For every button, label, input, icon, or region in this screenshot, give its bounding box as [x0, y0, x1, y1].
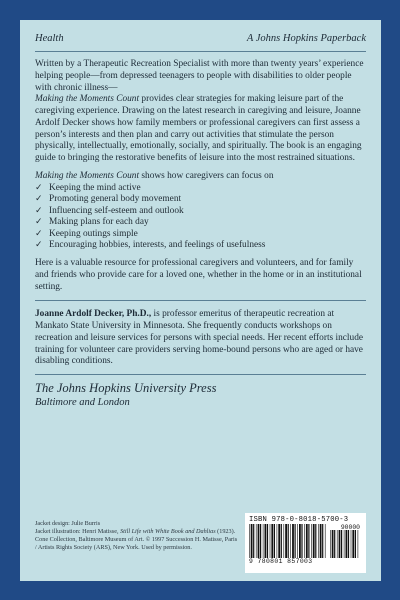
intro-paragraph [35, 59, 366, 165]
check-icon: ✓ [35, 228, 43, 239]
focus-list [35, 183, 366, 253]
list-item [35, 240, 366, 252]
check-icon: ✓ [35, 240, 43, 251]
barcode-bars-icon [249, 524, 327, 558]
list-item [35, 217, 366, 229]
list-item-text: Keeping outings simple [49, 228, 138, 239]
list-item-text: Keeping the mind active [49, 182, 141, 193]
focus-lead-text: shows how caregivers can focus on [139, 170, 274, 181]
list-item [35, 229, 366, 241]
price-barcode-icon [330, 530, 360, 558]
list-item [35, 183, 366, 195]
check-icon: ✓ [35, 217, 43, 228]
credit-illustration [35, 528, 240, 552]
header-bar [35, 20, 366, 45]
focus-book-title: Making the Moments Count [35, 170, 140, 181]
barcode-box [245, 513, 366, 573]
author-bio-text: is professor emeritus of therapeutic recreation at Mankato State University in Minnesota. She frequently conducts workshops on recreation and leisure services for persons with special needs. Her recent efforts include training for volunteer care providers serving home-bound persons who are aged or have disabling conditions. [35, 309, 364, 367]
list-item-text: Making plans for each day [49, 217, 149, 228]
series-label: A Johns Hopkins Paperback [246, 33, 366, 44]
category-label: Health [35, 33, 64, 44]
check-icon: ✓ [35, 205, 43, 216]
list-item [35, 206, 366, 218]
list-item-text: Encouraging hobbies, interests, and feelings of usefulness [49, 240, 266, 251]
publisher-name: The Johns Hopkins University Press [35, 381, 217, 396]
divider-top [35, 51, 366, 52]
barcode-digits: 9 780801 857003 [249, 558, 313, 565]
intro-text-1: Written by a Therapeutic Recreation Specialist with more than twenty years’ experience helping people—from depressed teenagers to people with disabilities to older people with chronic illness— [35, 59, 364, 93]
text-panel [20, 20, 381, 581]
list-item-text: Influencing self-esteem and outlook [49, 205, 184, 216]
isbn-text: ISBN 978-0-8018-5700-3 [249, 516, 349, 524]
credit-illus-lead: Jacket illustration: Henri Matisse, [35, 528, 121, 536]
author-bio [35, 309, 366, 368]
publisher-city: Baltimore and London [35, 397, 130, 409]
author-name: Joanne Ardolf Decker, Ph.D., [35, 309, 152, 320]
check-icon: ✓ [35, 182, 43, 193]
credit-design: Jacket design: Julie Burris [35, 520, 101, 527]
credit-illus-title: Still Life with White Book and Dahlias [120, 528, 216, 536]
divider-bottom [35, 374, 366, 375]
intro-text-2: provides clear strategies for making leisure part of the caregiving experience. Drawing on the latest research in caregiving and leisure, Joanne Ardolf Decker shows how family members or professional caregivers can first assess a person’s interests and then plan and carry out activities that stimulate the person physically, intellectually, emotionally, socially, and spiritually. The book is an engaging guide to bringing the restorative benefits of leisure into the most restrained situations. [35, 94, 362, 163]
list-item [35, 194, 366, 206]
price-code: 90000 [340, 524, 360, 531]
divider-middle [35, 300, 366, 301]
intro-book-title: Making the Moments Count [35, 94, 140, 105]
focus-lead [35, 171, 366, 183]
credit-illus-rest: (1923). Cone Collection, Baltimore Museum of Art. © 1997 Succession H. Matisse, Paris / Artists Rights Society (ARS), New York. Used by permission. [35, 528, 238, 552]
check-icon: ✓ [35, 194, 43, 205]
jacket-credits [35, 520, 240, 552]
resource-paragraph: Here is a valuable resource for professional caregivers and volunteers, and for family and friends who provide care for a loved one, whether in the home or in an institutional setting. [35, 258, 362, 292]
list-item-text: Promoting general body movement [49, 194, 182, 205]
